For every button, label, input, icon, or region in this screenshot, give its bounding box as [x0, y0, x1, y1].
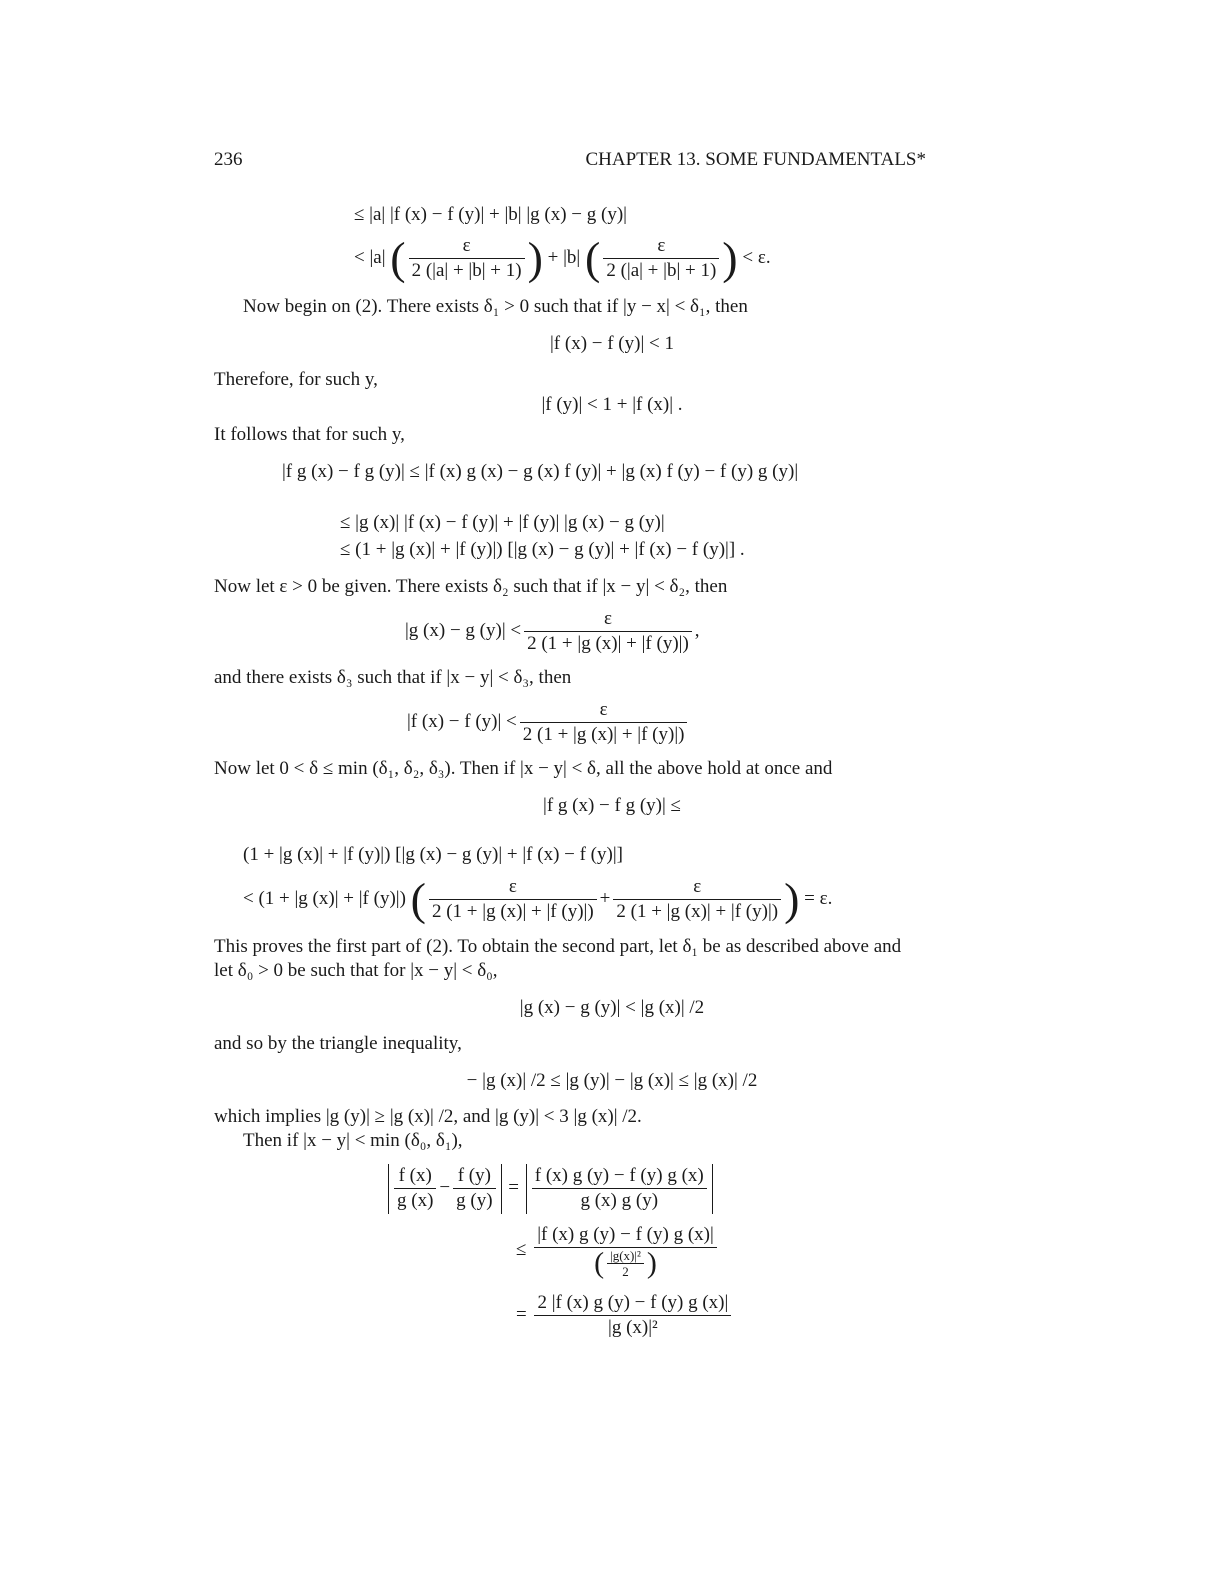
paragraph: let δ₀ > 0 be such that for |x − y| < δ₀,	[214, 960, 498, 981]
equation-line	[516, 1287, 734, 1343]
equation-line: ≤ (1 + |g (x)| + |f (y)|) [|g (x) − g (y)| + |f (x) − f (y)|] .	[340, 539, 745, 560]
fraction-numerator: ε	[520, 698, 688, 723]
equation-line: |f g (x) − f g (y)| ≤ |f (x) g (x) − g (x) f (y)| + |g (x) f (y) − f (y) g (y)|	[282, 461, 799, 482]
fraction-numerator: |f (x) g (y) − f (y) g (x)|	[534, 1223, 717, 1248]
equation-text: |f (x) − f (y)| <	[407, 711, 517, 732]
equation-text: = ε.	[804, 888, 833, 909]
fraction-numerator: ε	[429, 875, 597, 900]
equation-text: =	[516, 1304, 527, 1325]
right-paren: )	[722, 232, 738, 284]
equation-line	[354, 230, 771, 286]
fraction	[524, 607, 692, 656]
fraction	[453, 1164, 495, 1213]
fraction	[613, 875, 781, 924]
equation-text: =	[508, 1177, 519, 1198]
abs-bar	[388, 1164, 389, 1214]
running-header: CHAPTER 13. SOME FUNDAMENTALS*	[585, 149, 926, 170]
equation-text: < ε.	[742, 247, 771, 268]
page-number: 236	[214, 149, 243, 170]
equation-line: |g (x) − g (y)| < |g (x)| /2	[519, 997, 705, 1018]
fraction-denominator: 2 (|a| + |b| + 1)	[606, 260, 717, 282]
fraction-denominator: 2	[622, 1263, 629, 1279]
fraction-denominator: g (x) g (y)	[580, 1190, 659, 1212]
paragraph: Then if |x − y| < min (δ₀, δ₁),	[243, 1130, 463, 1151]
fraction-denominator	[534, 1248, 717, 1279]
equation-text: ≤	[516, 1239, 527, 1260]
paragraph: and there exists δ₃ such that if |x − y| < δ₃, then	[214, 667, 572, 688]
right-paren: )	[784, 873, 800, 925]
fraction-numerator: 2 |f (x) g (y) − f (y) g (x)|	[534, 1291, 731, 1316]
equation-text: + |b|	[547, 247, 581, 268]
left-paren: (	[410, 873, 426, 925]
fraction	[532, 1164, 707, 1213]
equation-text: < |a|	[354, 247, 386, 268]
equation-text: |g (x) − g (y)| <	[405, 620, 522, 641]
fraction	[394, 1164, 436, 1213]
equation-text: ,	[694, 620, 700, 641]
fraction-numerator: f (x) g (y) − f (y) g (x)	[532, 1164, 707, 1189]
paragraph: and so by the triangle inequality,	[214, 1033, 462, 1054]
left-paren: (	[584, 232, 601, 284]
fraction	[429, 875, 597, 924]
equation-line: |f (x) − f (y)| < 1	[549, 333, 674, 354]
fraction-denominator: g (x)	[397, 1190, 434, 1212]
right-paren: )	[527, 232, 543, 284]
fraction-numerator: ε	[603, 234, 719, 259]
paragraph: Now let 0 < δ ≤ min (δ₁, δ₂, δ₃). Then if |x − y| < δ, all the above hold at once and	[214, 758, 833, 779]
equation-line	[243, 871, 832, 927]
equation-line: ≤ |g (x)| |f (x) − f (y)| + |f (y)| |g (x) − g (y)|	[340, 512, 665, 533]
equation-line	[405, 603, 700, 659]
equation-text: +	[599, 888, 611, 909]
equation-line: − |g (x)| /2 ≤ |g (y)| − |g (x)| ≤ |g (x)| /2	[466, 1070, 758, 1091]
fraction-numerator: ε	[613, 875, 781, 900]
equation-line: (1 + |g (x)| + |f (y)|) [|g (x) − g (y)| + |f (x) − f (y)|]	[243, 844, 623, 865]
fraction	[520, 698, 688, 747]
fraction	[409, 234, 525, 283]
fraction	[534, 1223, 717, 1279]
fraction-denominator: 2 (1 + |g (x)| + |f (y)|)	[431, 901, 594, 923]
fraction-numerator: f (x)	[394, 1164, 436, 1189]
fraction	[534, 1291, 731, 1340]
abs-bar	[526, 1164, 527, 1214]
paragraph: This proves the first part of (2). To obtain the second part, let δ₁ be as described above and	[214, 936, 902, 957]
fraction-denominator: g (y)	[456, 1190, 493, 1212]
fraction	[607, 1248, 644, 1279]
equation-line	[386, 1160, 715, 1216]
fraction	[603, 234, 719, 283]
fraction-denominator: |g (x)|²	[608, 1317, 658, 1339]
paragraph: Now begin on (2). There exists δ₁ > 0 such that if |y − x| < δ₁, then	[243, 296, 748, 317]
equation-line: |f (y)| < 1 + |f (x)| .	[541, 394, 683, 415]
paragraph: Now let ε > 0 be given. There exists δ₂ such that if |x − y| < δ₂, then	[214, 576, 728, 597]
equation-line	[407, 694, 690, 750]
equation-line	[516, 1218, 720, 1282]
left-paren: (	[594, 1246, 605, 1280]
fraction-numerator: f (y)	[453, 1164, 495, 1189]
fraction-numerator: ε	[524, 607, 692, 632]
fraction-numerator: |g(x)|²	[607, 1248, 644, 1264]
fraction-numerator: ε	[409, 234, 525, 259]
fraction-denominator: 2 (|a| + |b| + 1)	[411, 260, 522, 282]
equation-line: |f g (x) − f g (y)| ≤	[543, 795, 681, 816]
equation-line: ≤ |a| |f (x) − f (y)| + |b| |g (x) − g (y)|	[354, 204, 627, 225]
abs-bar	[501, 1164, 502, 1214]
paragraph: which implies |g (y)| ≥ |g (x)| /2, and |g (y)| < 3 |g (x)| /2.	[214, 1106, 642, 1127]
right-paren: )	[646, 1246, 657, 1280]
paragraph: Therefore, for such y,	[214, 369, 378, 390]
equation-text: < (1 + |g (x)| + |f (y)|)	[243, 888, 406, 909]
fraction-denominator: 2 (1 + |g (x)| + |f (y)|)	[616, 901, 779, 923]
fraction-denominator: 2 (1 + |g (x)| + |f (y)|)	[522, 724, 685, 746]
left-paren: (	[390, 232, 406, 284]
fraction-denominator: 2 (1 + |g (x)| + |f (y)|)	[527, 633, 689, 655]
equation-text: −	[439, 1177, 451, 1198]
abs-bar	[712, 1164, 713, 1214]
paragraph: It follows that for such y,	[214, 424, 405, 445]
